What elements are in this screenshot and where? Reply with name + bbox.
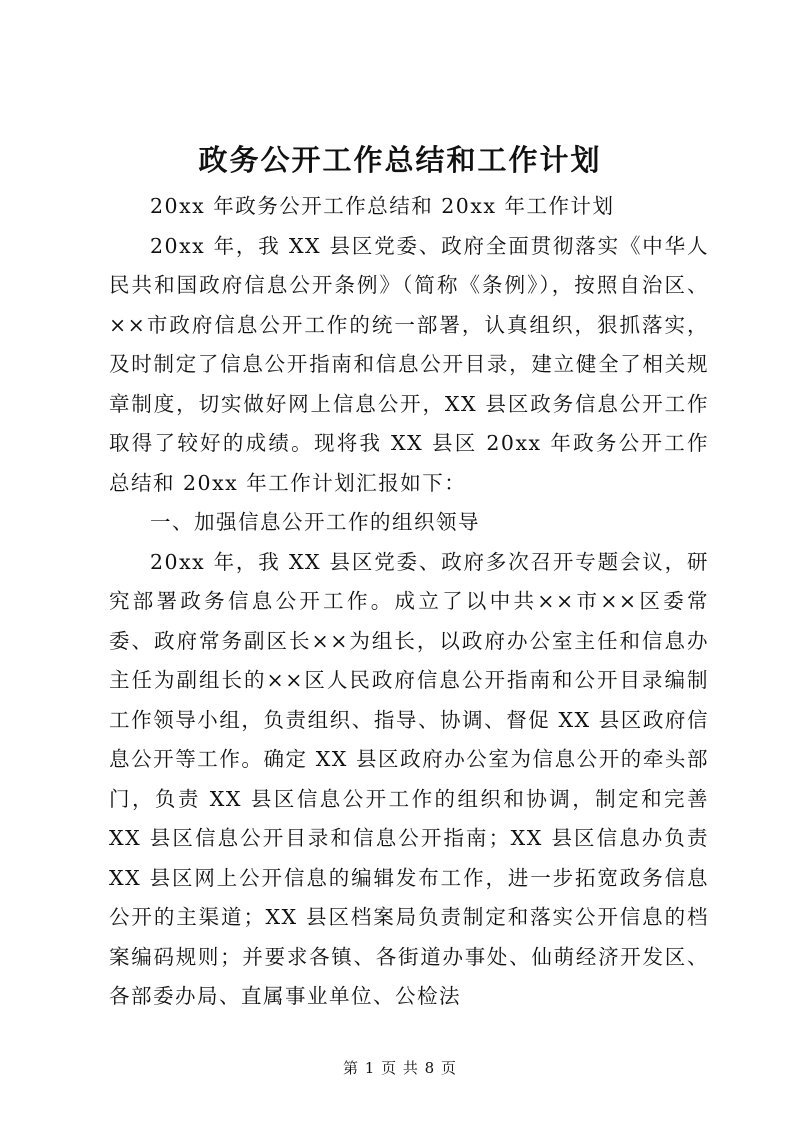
intro-paragraph: 20xx 年，我 XX 县区党委、政府全面贯彻落实《中华人民共和国政府信息公开条例》（简称《条例》），按照自治区、××市政府信息公开工作的统一部署，认真组织，狠抓落实，及时制定了信息公开指南和信息公开目录，建立健全了相关规章制度，切实做好网上信息公开，XX 县区政务信息公开工作取得了较好的成绩。现将我 XX 县区 20xx 年政务公开工作总结和 20xx 年工作计划汇报如下： [109, 233, 709, 495]
document-title: 政务公开工作总结和工作计划 [198, 143, 602, 177]
document-body [109, 187, 709, 1017]
section-1-paragraph: 20xx 年，我 XX 县区党委、政府多次召开专题会议，研究部署政务信息公开工作。成立了以中共××市××区委常委、政府常务副区长××为组长，以政府办公室主任和信息办主任为副组长的××区人民政府信息公开指南和公开目录编制工作领导小组，负责组织、指导、协调、督促 XX 县区政府信息公开等工作。确定 XX 县区政府办公室为信息公开的牵头部门，负责 XX 县区信息公开工作的组织和协调，制定和完善 XX 县区信息公开目录和信息公开指南；XX 县区信息办负责 XX 县区网上公开信息的编辑发布工作，进一步拓宽政务信息公开的主渠道；XX 县区档案局负责制定和落实公开信息的档案编码规则；并要求各镇、各街道办事处、仙萌经济开发区、各部委办局、直属事业单位、公检法 [109, 549, 709, 1008]
section-heading-1: 一、加强信息公开工作的组织领导 [150, 510, 480, 534]
subtitle-paragraph: 20xx 年政务公开工作总结和 20xx 年工作计划 [150, 194, 615, 218]
page-number-footer: 第 1 页 共 8 页 [343, 1059, 457, 1077]
